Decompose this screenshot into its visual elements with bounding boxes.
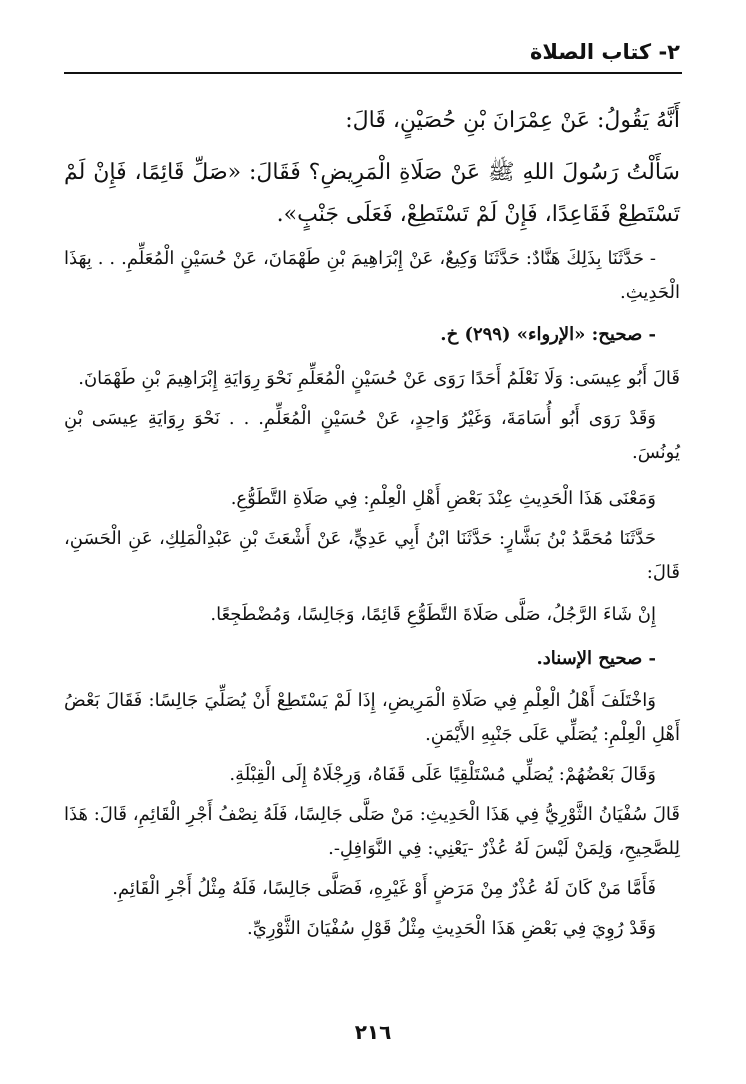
paragraph: وَقَدْ رَوَى أَبُو أُسَامَةَ، وَغَيْرُ وَاحِدٍ، عَنْ حُسَيْنٍ الْمُعَلِّمِ. . . نَحْوَ رِوَايَةِ عِيسَى بْنِ يُونُسَ. (64, 408, 680, 463)
paragraph: قَالَ أَبُو عِيسَى: وَلَا نَعْلَمُ أَحَدًا رَوَى عَنْ حُسَيْنٍ الْمُعَلِّمِ نَحْوَ رِوَايَةِ إِبْرَاهِيمَ بْنِ طَهْمَانَ. (78, 368, 680, 389)
grading-note: - صحيح الإسناد. (536, 648, 656, 669)
page-body (64, 100, 680, 946)
running-head: ٢- كتاب الصلاة (529, 40, 680, 64)
grading-note: - صحيح: «الإرواء» (٢٩٩) خ. (440, 324, 656, 345)
paragraph: أَنَّهُ يَقُولُ: عَنْ عِمْرَانَ بْنِ حُصَيْنٍ، قَالَ: (345, 108, 680, 133)
paragraph: فَأَمَّا مَنْ كَانَ لَهُ عُذْرٌ مِنْ مَرَضٍ أَوْ غَيْرِهِ، فَصَلَّى جَالِسًا، فَلَهُ مِثْلُ أَجْرِ الْقَائِمِ. (112, 878, 656, 899)
paragraph: قَالَ سُفْيَانُ الثَّوْرِيُّ فِي هَذَا الْحَدِيثِ: مَنْ صَلَّى جَالِسًا، فَلَهُ نِصْفُ أَجْرِ الْقَائِمِ، قَالَ: هَذَا لِلصَّحِيحِ، وَلِمَنْ لَيْسَ لَهُ عُذْرٌ -يَعْنِي: فِي النَّوَافِلِ-. (64, 804, 680, 859)
paragraph: وَقَدْ رُوِيَ فِي بَعْضِ هَذَا الْحَدِيثِ مِثْلُ قَوْلِ سُفْيَانَ الثَّوْرِيِّ. (247, 918, 656, 939)
page-number: ٢١٦ (354, 1020, 392, 1044)
header-rule (64, 72, 682, 74)
paragraph: وَاخْتَلَفَ أَهْلُ الْعِلْمِ فِي صَلَاةِ الْمَرِيضِ، إِذَا لَمْ يَسْتَطِعْ أَنْ يُصَلِّيَ جَالِسًا: فَقَالَ بَعْضُ أَهْلِ الْعِلْمِ: يُصَلِّي عَلَى جَنْبِهِ الأَيْمَنِ. (64, 690, 680, 745)
hadith-text: سَأَلْتُ رَسُولَ اللهِ ﷺ عَنْ صَلَاةِ الْمَرِيضِ؟ فَقَالَ: «صَلِّ قَائِمًا، فَإِنْ لَمْ تَسْتَطِعْ فَقَاعِدًا، فَإِنْ لَمْ تَسْتَطِعْ، فَعَلَى جَنْبٍ». (64, 160, 680, 227)
isnad-paragraph: - حَدَّثَنَا بِذَلِكَ هَنَّادٌ: حَدَّثَنَا وَكِيعٌ، عَنْ إِبْرَاهِيمَ بْنِ طَهْمَانَ، عَنْ حُسَيْنٍ الْمُعَلِّمِ. . . بِهَذَا الْحَدِيثِ. (64, 248, 680, 303)
isnad-paragraph: حَدَّثَنَا مُحَمَّدُ بْنُ بَشَّارٍ: حَدَّثَنَا ابْنُ أَبِي عَدِيٍّ، عَنْ أَشْعَثَ بْنِ عَبْدِالْمَلِكِ، عَنِ الْحَسَنِ، قَالَ: (64, 528, 680, 583)
paragraph: إِنْ شَاءَ الرَّجُلُ، صَلَّى صَلَاةَ التَّطَوُّعِ قَائِمًا، وَجَالِسًا، وَمُضْطَجِعًا. (210, 604, 656, 625)
paragraph: وَمَعْنَى هَذَا الْحَدِيثِ عِنْدَ بَعْضِ أَهْلِ الْعِلْمِ: فِي صَلَاةِ التَّطَوُّعِ. (230, 488, 656, 509)
paragraph: وَقَالَ بَعْضُهُمْ: يُصَلِّي مُسْتَلْقِيًا عَلَى قَفَاهُ، وَرِجْلَاهُ إِلَى الْقِبْلَةِ. (229, 764, 656, 785)
